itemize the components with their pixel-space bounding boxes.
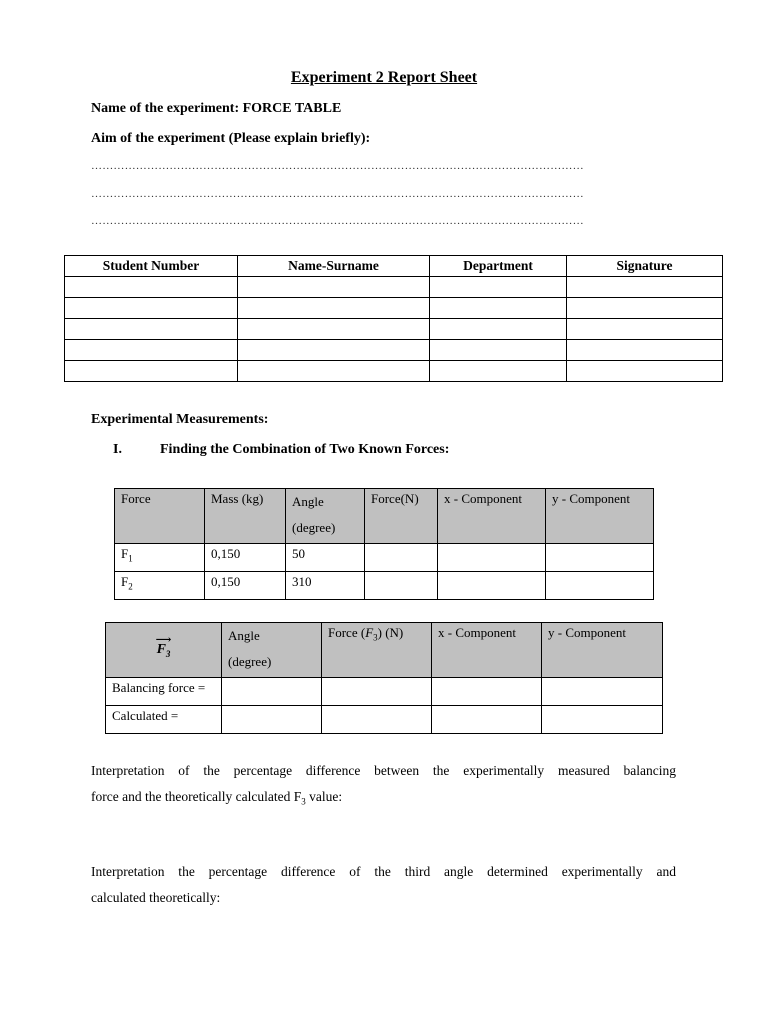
x-component-cell[interactable] bbox=[432, 706, 542, 734]
x-component-cell[interactable] bbox=[438, 572, 546, 600]
student-row bbox=[65, 319, 723, 340]
department-cell[interactable] bbox=[430, 340, 567, 361]
signature-cell[interactable] bbox=[567, 277, 723, 298]
name-surname-cell[interactable] bbox=[238, 340, 430, 361]
force-subscript: 1 bbox=[128, 553, 133, 564]
interpretation-force-end: value: bbox=[305, 789, 343, 804]
header-angle bbox=[286, 489, 365, 544]
signature-cell[interactable] bbox=[567, 340, 723, 361]
aim-line-1[interactable]: …………………………………………………………………………………………………………………… bbox=[91, 160, 584, 172]
department-cell[interactable] bbox=[430, 361, 567, 382]
f3-vector-symbol bbox=[155, 634, 172, 659]
student-number-cell[interactable] bbox=[65, 361, 238, 382]
student-row bbox=[65, 340, 723, 361]
name-surname-cell[interactable] bbox=[238, 319, 430, 340]
page-title: Experiment 2 Report Sheet bbox=[290, 69, 478, 86]
header-angle-unit: (degree) bbox=[292, 520, 336, 535]
name-surname-cell[interactable] bbox=[238, 277, 430, 298]
y-component-cell[interactable] bbox=[542, 678, 663, 706]
y-component-cell[interactable] bbox=[546, 544, 654, 572]
forces-table bbox=[114, 488, 654, 600]
measurements-heading: Experimental Measurements: bbox=[91, 412, 269, 427]
student-table bbox=[64, 255, 723, 382]
header-force: Force bbox=[115, 489, 205, 544]
force-symbol: F bbox=[121, 546, 129, 561]
department-cell[interactable] bbox=[430, 319, 567, 340]
header-mass: Mass (kg) bbox=[205, 489, 286, 544]
x-component-cell[interactable] bbox=[438, 544, 546, 572]
header-force-f3-symbol: F bbox=[365, 625, 374, 640]
header-angle bbox=[222, 623, 322, 678]
interpretation-force-text: force and the theoretically calculated F bbox=[91, 789, 302, 804]
department-cell[interactable] bbox=[430, 298, 567, 319]
interpretation-angle-line2: calculated theoretically: bbox=[91, 890, 221, 905]
header-x-component: x - Component bbox=[438, 489, 546, 544]
angle-cell[interactable] bbox=[222, 706, 322, 734]
force-cell bbox=[115, 572, 205, 600]
student-row bbox=[65, 361, 723, 382]
mass-cell: 0,150 bbox=[205, 572, 286, 600]
header-department: Department bbox=[430, 256, 567, 277]
f3-table-header bbox=[106, 623, 663, 678]
angle-cell: 50 bbox=[286, 544, 365, 572]
header-force-n: Force(N) bbox=[365, 489, 438, 544]
name-surname-cell[interactable] bbox=[238, 361, 430, 382]
table-row bbox=[106, 678, 663, 706]
header-force-f3-close: ) (N) bbox=[377, 625, 404, 640]
signature-cell[interactable] bbox=[567, 319, 723, 340]
student-number-cell[interactable] bbox=[65, 277, 238, 298]
header-force-f3 bbox=[322, 623, 432, 678]
header-name-surname: Name-Surname bbox=[238, 256, 430, 277]
force-subscript: 2 bbox=[128, 581, 133, 592]
header-angle-label: Angle bbox=[228, 628, 260, 643]
f3-symbol-letter: F bbox=[156, 642, 166, 658]
interpretation-angle-line1: Interpretation the percentage difference of the third angle determined experimentally and bbox=[91, 864, 676, 879]
header-force-f3-open: Force ( bbox=[328, 625, 366, 640]
header-angle-label: Angle bbox=[292, 494, 324, 509]
student-number-cell[interactable] bbox=[65, 319, 238, 340]
header-y-component: y - Component bbox=[546, 489, 654, 544]
force-symbol: F bbox=[121, 574, 129, 589]
balancing-force-label: Balancing force = bbox=[106, 678, 222, 706]
name-surname-cell[interactable] bbox=[238, 298, 430, 319]
forces-table-header bbox=[115, 489, 654, 544]
student-number-cell[interactable] bbox=[65, 340, 238, 361]
mass-cell: 0,150 bbox=[205, 544, 286, 572]
angle-cell: 310 bbox=[286, 572, 365, 600]
header-angle-unit: (degree) bbox=[228, 654, 272, 669]
signature-cell[interactable] bbox=[567, 361, 723, 382]
angle-cell[interactable] bbox=[222, 678, 322, 706]
department-cell[interactable] bbox=[430, 277, 567, 298]
header-x-component: x - Component bbox=[432, 623, 542, 678]
f3-vector-cell bbox=[106, 623, 222, 678]
table-row bbox=[115, 572, 654, 600]
y-component-cell[interactable] bbox=[546, 572, 654, 600]
student-number-cell[interactable] bbox=[65, 298, 238, 319]
force-cell[interactable] bbox=[322, 706, 432, 734]
section-numeral: I. bbox=[113, 442, 122, 457]
aim-line-3[interactable]: …………………………………………………………………………………………………………………… bbox=[91, 215, 584, 227]
aim-line-2[interactable]: …………………………………………………………………………………………………………………… bbox=[91, 188, 584, 200]
experiment-name: Name of the experiment: FORCE TABLE bbox=[91, 101, 342, 116]
table-row bbox=[106, 706, 663, 734]
y-component-cell[interactable] bbox=[542, 706, 663, 734]
interpretation-force-line1: Interpretation of the percentage difference between the experimentally measured balancing bbox=[91, 763, 676, 778]
student-row bbox=[65, 277, 723, 298]
header-force-f3-subscript: 3 bbox=[373, 632, 378, 643]
section-title: Finding the Combination of Two Known Forces: bbox=[160, 442, 450, 457]
signature-cell[interactable] bbox=[567, 298, 723, 319]
header-y-component: y - Component bbox=[542, 623, 663, 678]
f3-table bbox=[105, 622, 663, 734]
student-table-header bbox=[65, 256, 723, 277]
x-component-cell[interactable] bbox=[432, 678, 542, 706]
force-cell bbox=[115, 544, 205, 572]
student-row bbox=[65, 298, 723, 319]
header-student-number: Student Number bbox=[65, 256, 238, 277]
vector-arrow-icon: ⟶ bbox=[155, 634, 172, 647]
force-n-cell[interactable] bbox=[365, 572, 438, 600]
force-cell[interactable] bbox=[322, 678, 432, 706]
calculated-label: Calculated = bbox=[106, 706, 222, 734]
f3-symbol-subscript: 3 bbox=[165, 648, 171, 659]
aim-label: Aim of the experiment (Please explain briefly): bbox=[91, 131, 371, 146]
table-row bbox=[115, 544, 654, 572]
interpretation-force-line2 bbox=[91, 784, 676, 815]
force-n-cell[interactable] bbox=[365, 544, 438, 572]
header-signature: Signature bbox=[567, 256, 723, 277]
interpretation-force-subscript: 3 bbox=[301, 796, 306, 807]
